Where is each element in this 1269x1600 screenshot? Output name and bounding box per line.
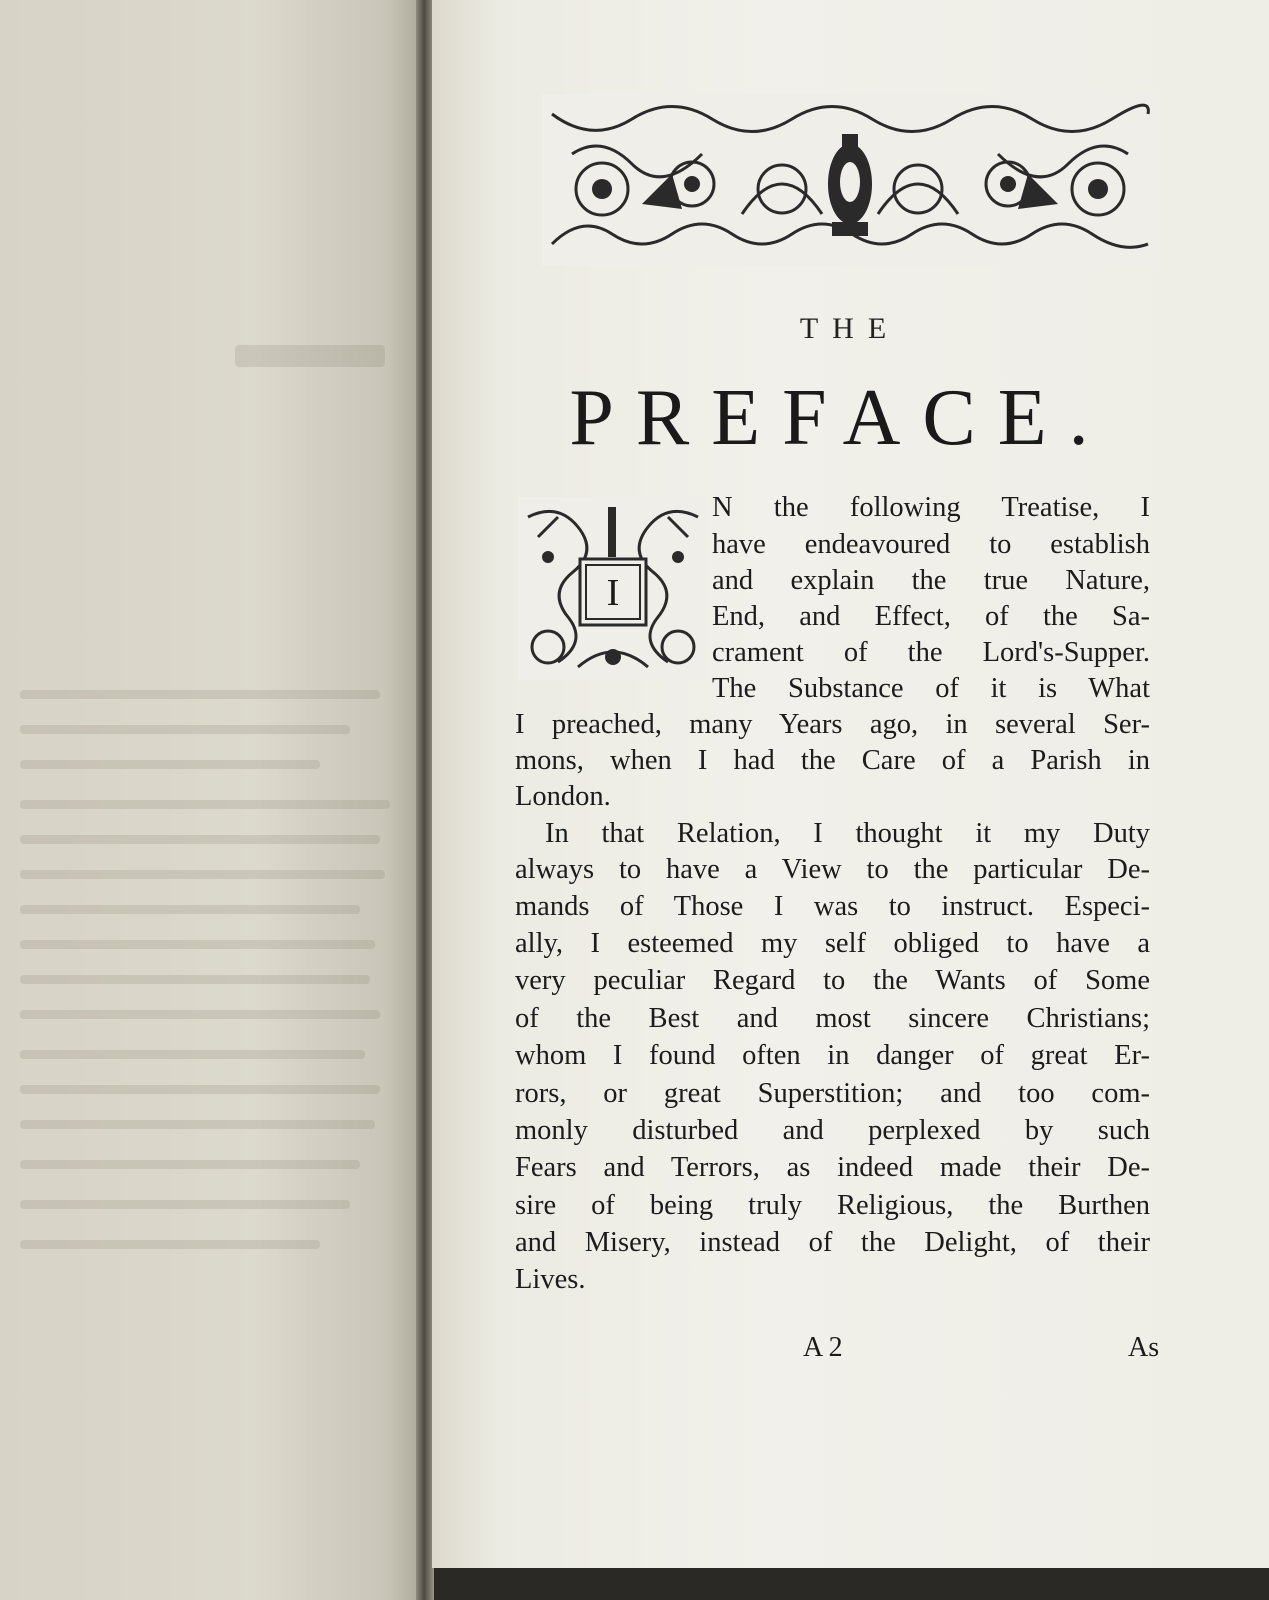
text-line: and explain the true Nature, bbox=[712, 565, 1150, 596]
text-line: very peculiar Regard to the Wants of Some bbox=[515, 965, 1150, 996]
catchword: As bbox=[1128, 1332, 1160, 1363]
ghost-text-line bbox=[20, 1200, 350, 1209]
ornamental-headpiece bbox=[542, 94, 1158, 266]
text-line: N the following Treatise, I bbox=[712, 492, 1150, 523]
ghost-text-line bbox=[20, 975, 370, 984]
heading-the: THE bbox=[799, 312, 901, 345]
text-line: Lives. bbox=[515, 1264, 586, 1295]
ghost-text-line bbox=[20, 940, 375, 949]
text-line: sire of being truly Religious, the Burthen bbox=[515, 1190, 1150, 1221]
ghost-text-line bbox=[20, 835, 380, 844]
ornamental-drop-cap bbox=[518, 497, 708, 680]
text-line: crament of the Lord's-Supper. bbox=[712, 637, 1150, 668]
ghost-text-line bbox=[20, 760, 320, 769]
ghost-text-line bbox=[20, 870, 385, 879]
text-line: The Substance of it is What bbox=[712, 673, 1150, 704]
ghost-heading bbox=[235, 345, 385, 367]
ghost-text-line bbox=[20, 1120, 375, 1129]
text-line: whom I found often in danger of great Er- bbox=[515, 1040, 1150, 1071]
ghost-text-line bbox=[20, 725, 350, 734]
ghost-text-line bbox=[20, 905, 360, 914]
ghost-text-line bbox=[20, 1160, 360, 1169]
text-line: mons, when I had the Care of a Parish in bbox=[515, 745, 1150, 776]
text-line: In that Relation, I thought it my Duty bbox=[545, 818, 1150, 849]
text-line: always to have a View to the particular De- bbox=[515, 854, 1150, 885]
facing-page-left bbox=[0, 0, 428, 1600]
text-line: London. bbox=[515, 781, 611, 812]
text-line: mands of Those I was to instruct. Especi- bbox=[515, 891, 1150, 922]
ghost-text-line bbox=[20, 1050, 365, 1059]
text-line: Fears and Terrors, as indeed made their De- bbox=[515, 1152, 1150, 1183]
text-line: ally, I esteemed my self obliged to have a bbox=[515, 928, 1150, 959]
text-line: of the Best and most sincere Christians; bbox=[515, 1003, 1150, 1034]
ghost-text-line bbox=[20, 1085, 380, 1094]
ghost-text-line bbox=[20, 1240, 320, 1249]
signature-mark: A 2 bbox=[803, 1332, 843, 1363]
drop-cap-letter: I bbox=[606, 572, 620, 614]
ghost-text-line bbox=[20, 1010, 380, 1019]
text-line: and Misery, instead of the Delight, of their bbox=[515, 1227, 1150, 1258]
text-line: have endeavoured to establish bbox=[712, 529, 1150, 560]
ghost-text-line bbox=[20, 800, 390, 809]
text-line: monly disturbed and perplexed by such bbox=[515, 1115, 1150, 1146]
heading-preface: PREFACE. bbox=[569, 374, 1111, 462]
text-line: End, and Effect, of the Sa- bbox=[712, 601, 1150, 632]
text-line: I preached, many Years ago, in several Ser- bbox=[515, 709, 1150, 740]
ghost-text-line bbox=[20, 690, 380, 699]
text-line: rors, or great Superstition; and too com- bbox=[515, 1078, 1150, 1109]
